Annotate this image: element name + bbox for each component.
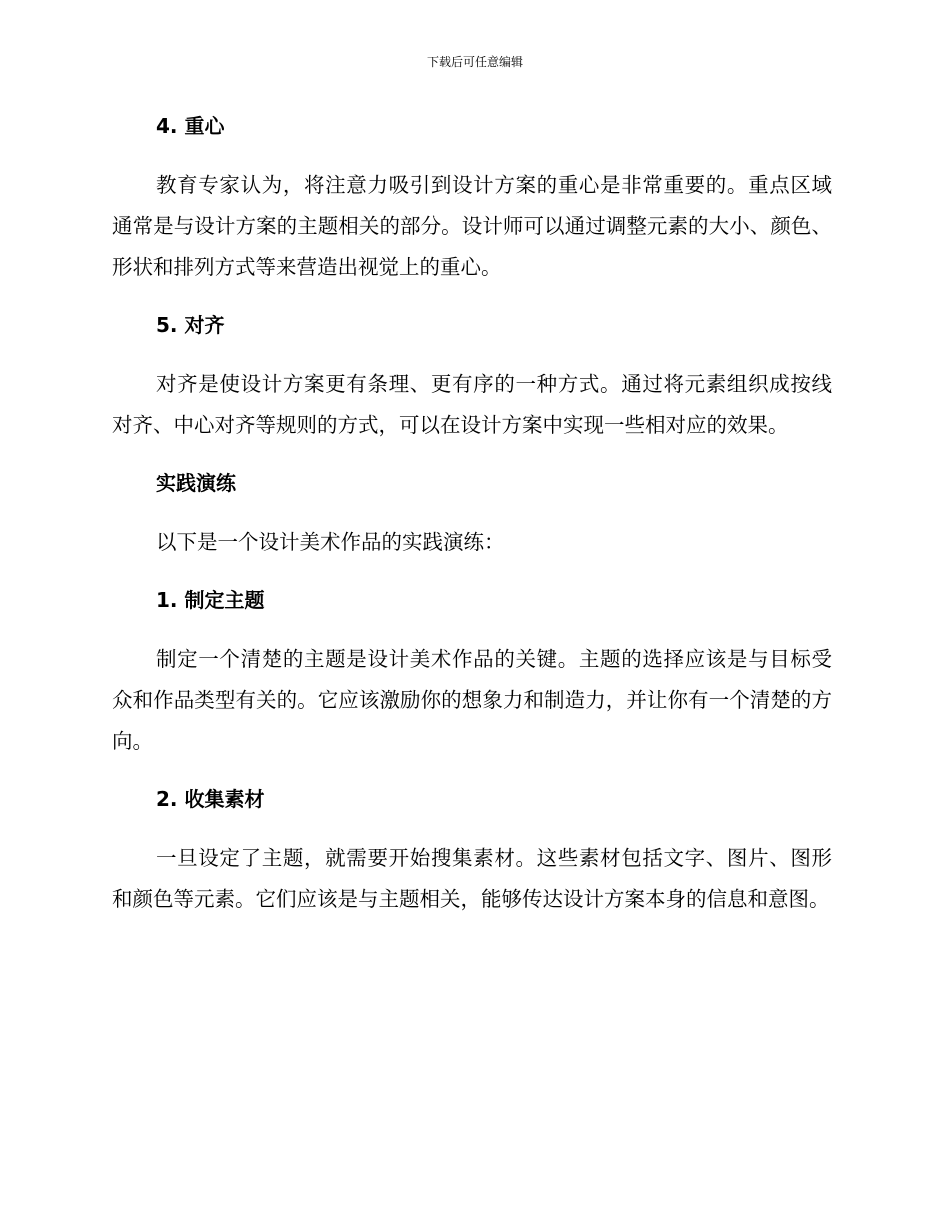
page-header: 下载后可任意编辑	[426, 55, 523, 69]
section-paragraph-alignment: 对齐是使设计方案更有条理、更有序的一种方式。通过将元素组织成按线对齐、中心对齐等规则的方式，可以在设计方案中实现一些相对应的效果。	[112, 372, 832, 437]
section-paragraph-practice: 以下是一个设计美术作品的实践演练：	[156, 530, 505, 554]
section-paragraph-materials: 一旦设定了主题，就需要开始搜集素材。这些素材包括文字、图片、图形和颜色等元素。它们应该是与主题相关，能够传达设计方案本身的信息和意图。	[112, 846, 832, 911]
section-heading-alignment: 5. 对齐	[156, 313, 225, 337]
document-body	[112, 111, 832, 942]
section-heading-materials: 2. 收集素材	[156, 787, 265, 811]
section-paragraph-theme: 制定一个清楚的主题是设计美术作品的关键。主题的选择应该是与目标受众和作品类型有关的。它应该激励你的想象力和制造力，并让你有一个清楚的方向。	[112, 647, 832, 753]
section-heading-focus: 4. 重心	[156, 114, 225, 138]
section-heading-theme: 1. 制定主题	[156, 588, 265, 612]
section-heading-practice: 实践演练	[156, 471, 236, 495]
section-paragraph-focus: 教育专家认为，将注意力吸引到设计方案的重心是非常重要的。重点区域通常是与设计方案的主题相关的部分。设计师可以通过调整元素的大小、颜色、形状和排列方式等来营造出视觉上的重心。	[112, 173, 832, 279]
